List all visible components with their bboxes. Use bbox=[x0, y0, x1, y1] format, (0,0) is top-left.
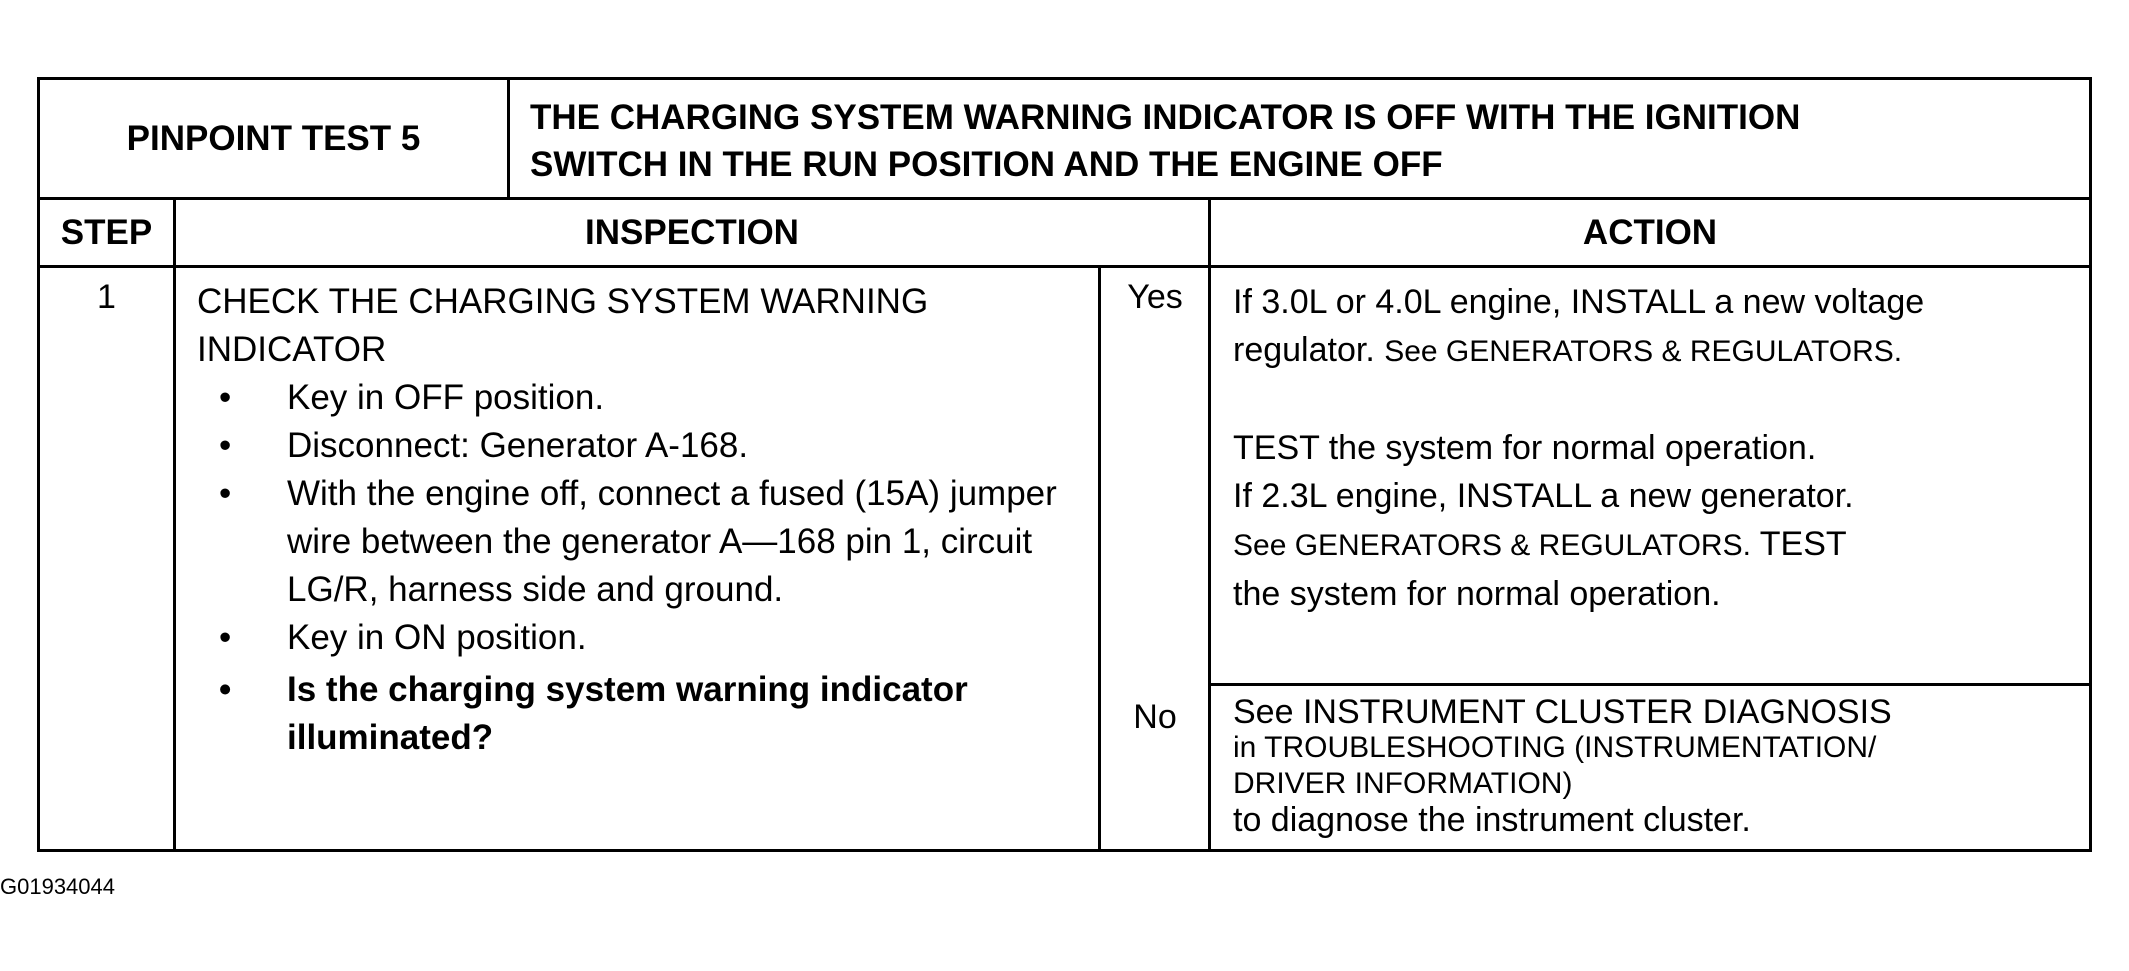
title-divider bbox=[507, 80, 510, 197]
action-no-line: See INSTRUMENT CLUSTER DIAGNOSIS bbox=[1233, 693, 1892, 731]
action-yes-line-part: TEST bbox=[1759, 525, 1847, 563]
action-no-text bbox=[1233, 694, 2083, 838]
action-yes-line: If 3.0L or 4.0L engine, INSTALL a new voltage bbox=[1233, 283, 1925, 321]
inspection-bullet: • Key in OFF position. bbox=[197, 374, 1127, 422]
action-yes-line bbox=[1233, 326, 2083, 376]
action-yes-spacer bbox=[1233, 376, 2083, 424]
action-yes-reference: See GENERATORS & REGULATORS. bbox=[1384, 335, 1903, 368]
inspection-bullet: • Disconnect: Generator A-168. bbox=[197, 422, 1127, 470]
action-yes-line: the system for normal operation. bbox=[1233, 575, 1721, 613]
column-header-action: ACTION bbox=[1582, 212, 1718, 252]
column-header-inspection: INSPECTION bbox=[585, 212, 799, 252]
inspection-heading-line-1: CHECK THE CHARGING SYSTEM WARNING bbox=[197, 282, 929, 321]
inspection-question: • Is the charging system warning indicator illuminated? bbox=[197, 666, 1127, 762]
action-yes-text bbox=[1233, 278, 2083, 618]
step-number: 1 bbox=[97, 278, 116, 316]
pinpoint-test-table bbox=[37, 77, 2092, 852]
test-title bbox=[530, 94, 2080, 194]
test-id: PINPOINT TEST 5 bbox=[126, 118, 421, 158]
column-header-step: STEP bbox=[60, 212, 153, 252]
test-title-line-2: SWITCH IN THE RUN POSITION AND THE ENGINE OFF bbox=[530, 145, 1443, 184]
figure-code: G01934044 bbox=[0, 874, 115, 899]
yes-no-divider bbox=[1208, 683, 2089, 686]
action-yes-line bbox=[1233, 520, 2083, 570]
action-no-line: in TROUBLESHOOTING (INSTRUMENTATION/ bbox=[1233, 731, 1877, 764]
step-divider bbox=[173, 197, 176, 849]
inspection-bullet: • With the engine off, connect a fused (15A) jumper wire between the generator A—168 pin 1, circuit LG/R, harness side and ground. bbox=[197, 470, 1127, 614]
action-no-line: DRIVER INFORMATION) bbox=[1233, 767, 1573, 800]
test-title-line-1: THE CHARGING SYSTEM WARNING INDICATOR IS OFF WITH THE IGNITION bbox=[530, 98, 1801, 137]
action-yes-line-part: regulator. bbox=[1233, 331, 1375, 369]
action-yes-line: TEST the system for normal operation. bbox=[1233, 429, 1817, 467]
inspection-bullet-list bbox=[197, 374, 1127, 762]
action-yes-reference: See GENERATORS & REGULATORS. bbox=[1233, 529, 1751, 562]
answer-no-label: No bbox=[1133, 698, 1177, 736]
inspection-text bbox=[197, 278, 1127, 762]
inspection-bullet: • Key in ON position. bbox=[197, 614, 1127, 662]
column-header-divider bbox=[40, 265, 2089, 268]
inspection-heading-line-2: INDICATOR bbox=[197, 330, 387, 369]
action-yes-line: If 2.3L engine, INSTALL a new generator. bbox=[1233, 477, 1854, 515]
answer-yes-label: Yes bbox=[1127, 278, 1183, 316]
action-no-line: to diagnose the instrument cluster. bbox=[1233, 801, 1751, 839]
